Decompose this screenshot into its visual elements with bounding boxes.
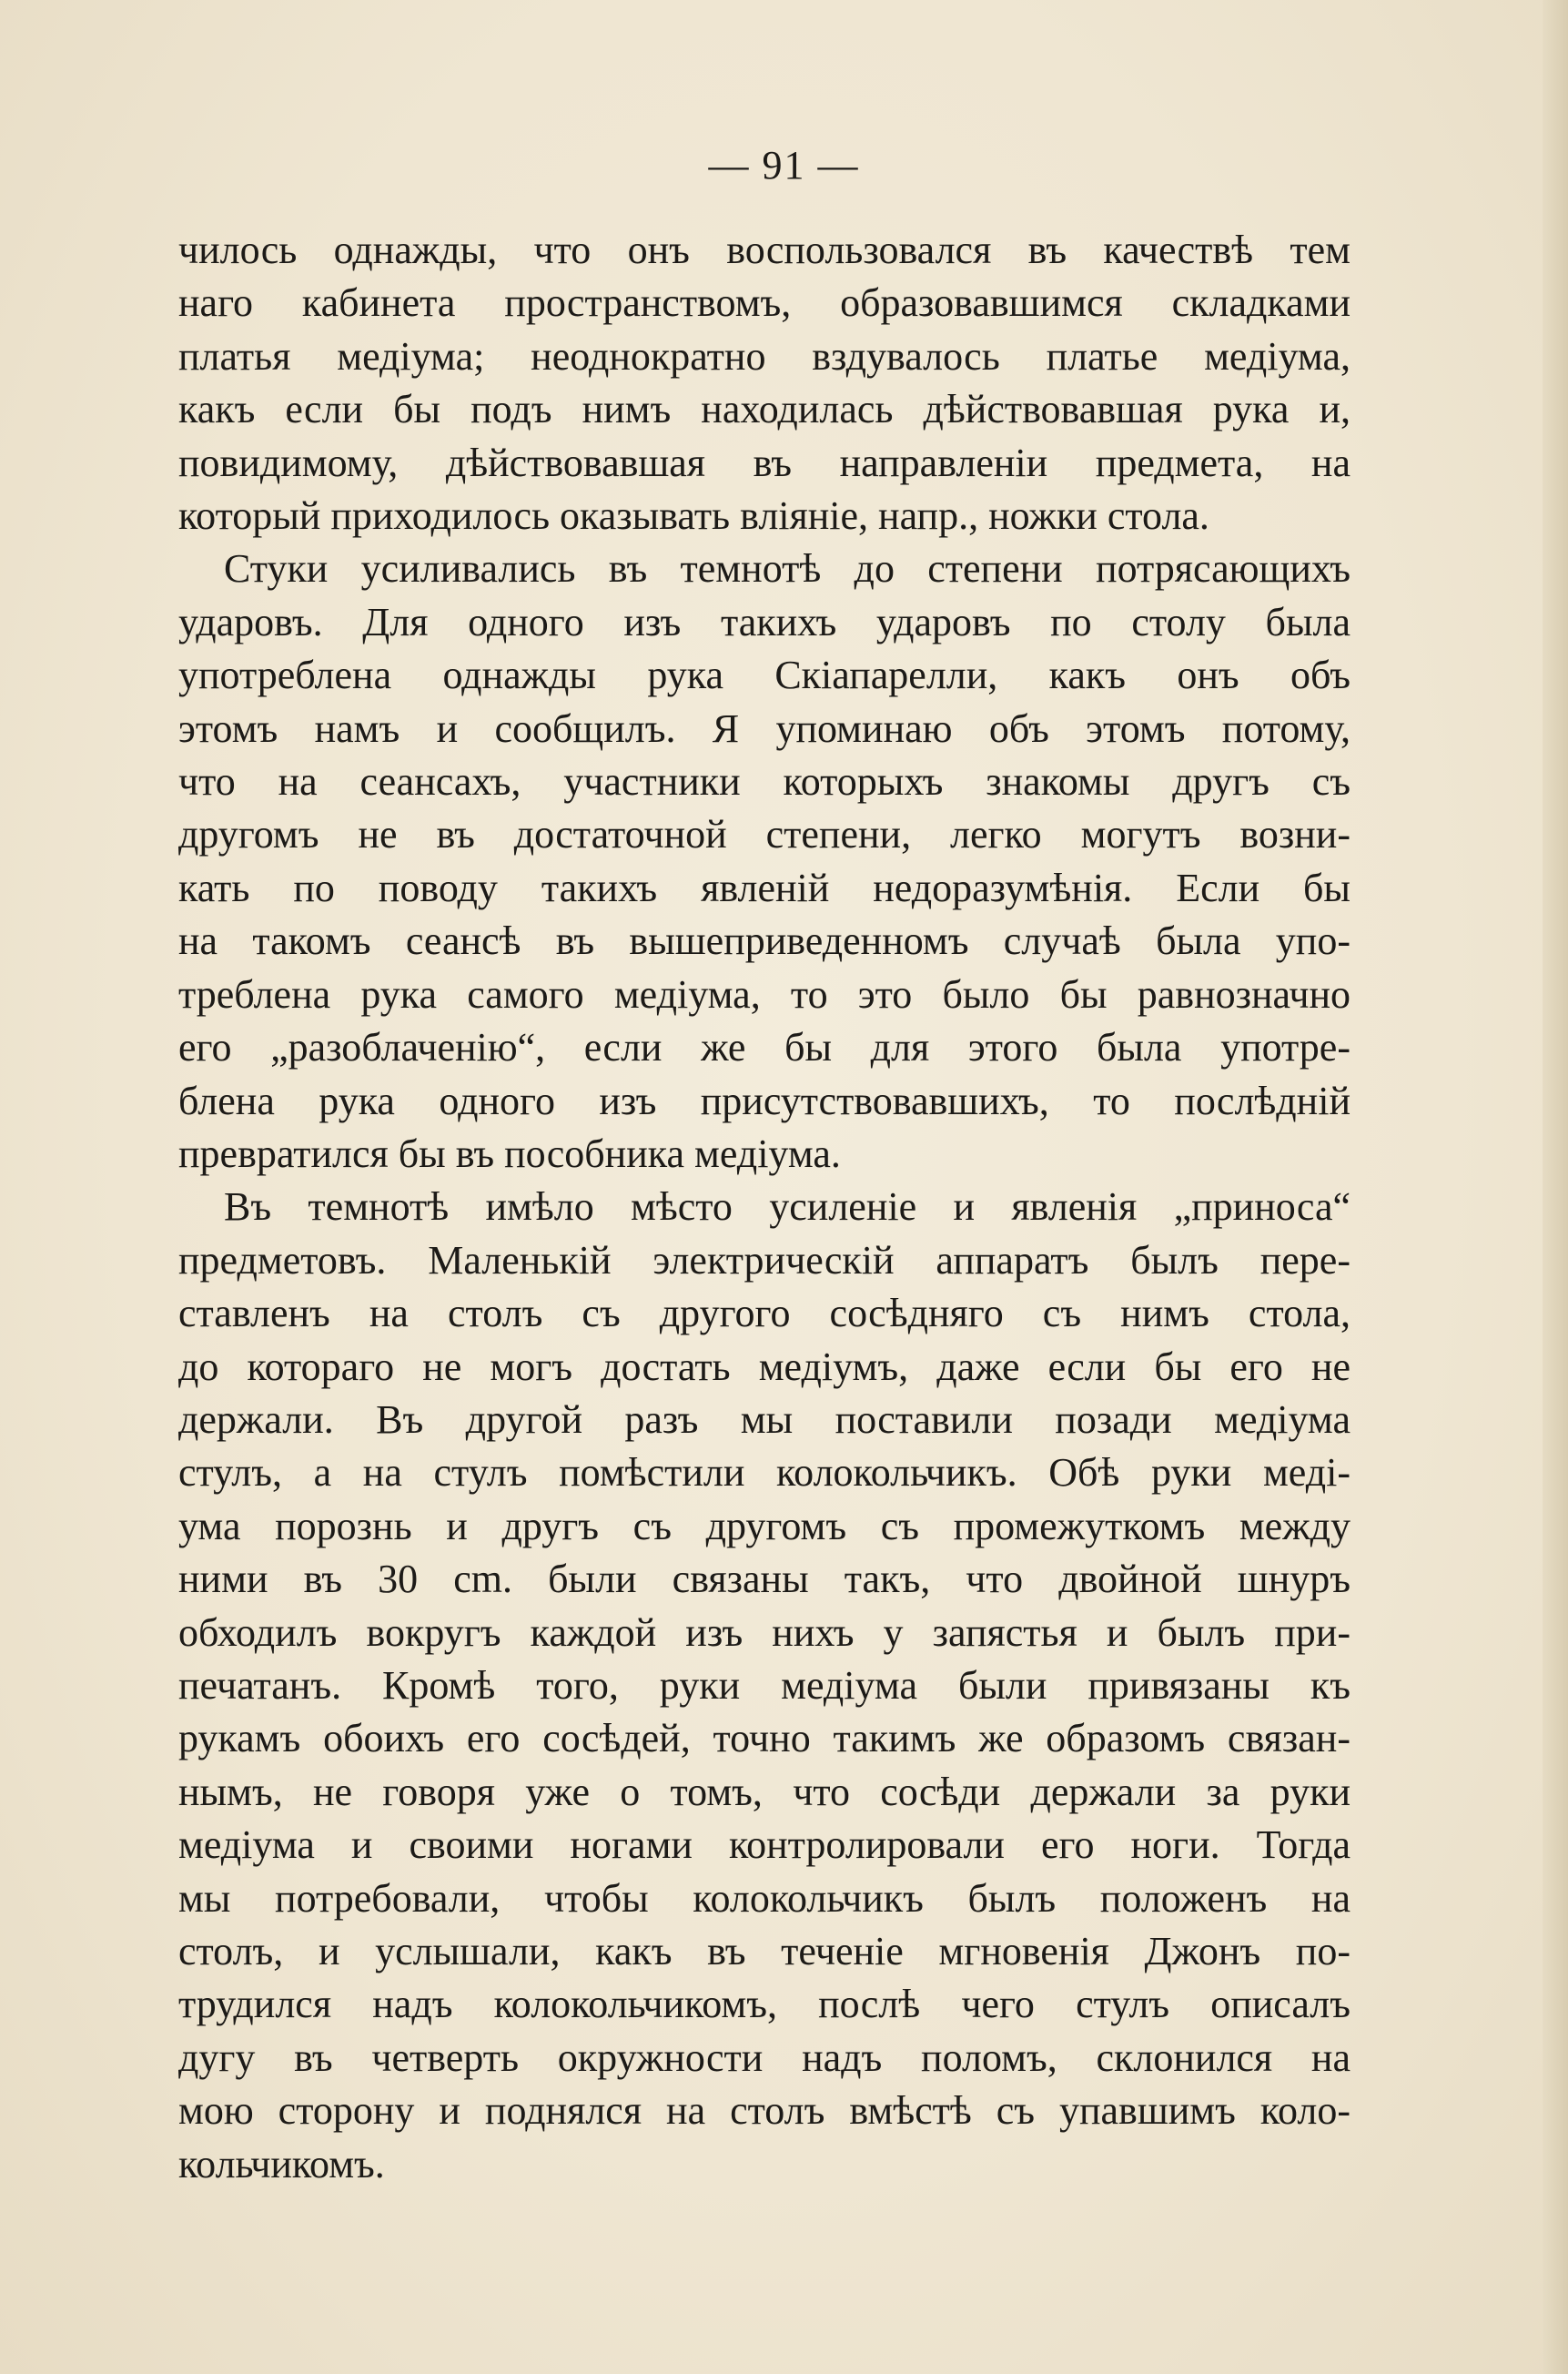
text-line: Стуки усиливались въ темнотѣ до степени потрясающихъ [224,546,1351,592]
text-line: какъ если бы подъ нимъ находилась дѣйствовавшая рука и, [178,387,1351,432]
text-line: превратился бы въ пособника медіума. [178,1131,841,1176]
text-line: ударовъ. Для одного изъ такихъ ударовъ по столу была [178,599,1351,644]
text-line: наго кабинета пространствомъ, образовавшимся складками [178,280,1351,326]
text-line: дугу въ четверть окружности надъ поломъ, склонился на [178,2034,1351,2080]
text-line: медіума и своими ногами контролировали его ноги. Тогда [178,1822,1351,1868]
text-line: чилось однажды, что онъ воспользовался въ качествѣ тем [178,228,1351,272]
text-line: обходилъ вокругъ каждой изъ нихъ у запястья и былъ при- [178,1609,1351,1655]
text-line: употреблена однажды рука Скіапарелли, какъ онъ объ [178,653,1351,698]
body-text [178,224,1351,2191]
text-line: Въ темнотѣ имѣло мѣсто усиленіе и явленія „приноса“ [224,1184,1351,1230]
text-line: нымъ, не говоря уже о томъ, что сосѣди держали за руки [178,1769,1351,1814]
text-line: трудился надъ колокольчикомъ, послѣ чего стулъ описалъ [178,1982,1351,2027]
text-line: другомъ не въ достаточной степени, легко могутъ возни- [178,812,1351,857]
text-line: мою сторону и поднялся на столъ вмѣстѣ съ упавшимъ коло- [178,2088,1351,2134]
text-line: блена рука одного изъ присутствовавшихъ, то послѣдній [178,1078,1351,1123]
text-line: кольчикомъ. [178,2141,385,2186]
text-line: который приходилось оказывать вліяніе, напр., ножки стола. [178,493,1209,539]
paragraph-3 [178,1181,1351,2191]
text-line: платья медіума; неоднократно вздувалось платье медіума, [178,333,1351,379]
text-line: держали. Въ другой разъ мы поставили позади медіума [178,1396,1351,1442]
text-line: мы потребовали, чтобы колокольчикъ былъ положенъ на [178,1875,1351,1921]
text-line: предметовъ. Маленькій электрическій аппаратъ былъ пере- [178,1237,1351,1283]
text-line: треблена рука самого медіума, то это было бы равнозначно [178,971,1351,1017]
paragraph-1 [178,224,1351,543]
text-line: кать по поводу такихъ явленій недоразумѣнія. Если бы [178,865,1351,910]
page-edge-shadow [1543,0,1568,2374]
text-line: печатанъ. Кромѣ того, руки медіума были привязаны къ [178,1662,1351,1708]
text-line: ними въ 30 cm. были связаны такъ, что двойной шнуръ [178,1557,1351,1602]
text-line: этомъ намъ и сообщилъ. Я упоминаю объ этомъ потому, [178,705,1351,751]
text-line: ставленъ на столъ съ другого сосѣдняго съ нимъ стола, [178,1291,1351,1336]
text-line: на такомъ сеансѣ въ вышеприведенномъ случаѣ была упо- [178,918,1351,964]
text-line: что на сеансахъ, участники которыхъ знакомы другъ съ [178,759,1351,805]
text-line: до котораго не могъ достать медіумъ, даже если бы его не [178,1344,1351,1389]
page-number: — 91 — [708,143,860,188]
text-line: повидимому, дѣйствовавшая въ направленіи предмета, на [178,440,1351,485]
text-line: столъ, и услышали, какъ въ теченіе мгновенія Джонъ по- [178,1929,1351,1973]
text-line: ума порознь и другъ съ другомъ съ промежуткомъ между [178,1503,1351,1548]
text-line: стулъ, а на стулъ помѣстили колокольчикъ. Обѣ руки меді- [178,1450,1351,1496]
text-line: его „разоблаченію“, если же бы для этого была употре- [178,1025,1351,1070]
text-line: рукамъ обоихъ его сосѣдей, точно такимъ же образомъ связан- [178,1716,1351,1761]
paragraph-2 [178,543,1351,1181]
